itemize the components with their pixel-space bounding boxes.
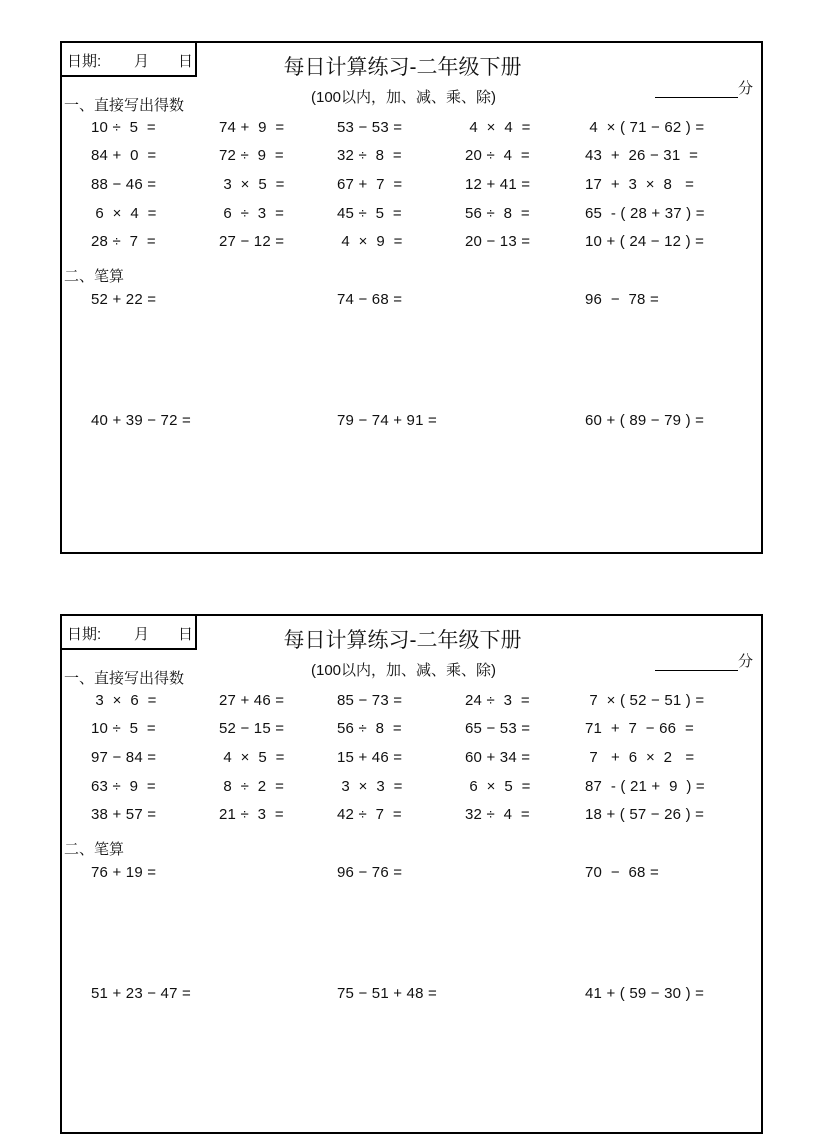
score-blank-line[interactable] (655, 81, 738, 98)
score-blank-line[interactable] (655, 654, 738, 671)
oral-problem: 32 ÷ 4 = (465, 806, 530, 823)
oral-problem: 84 + 0 = (91, 147, 157, 164)
written-problem: 70 − 68 = (585, 864, 659, 881)
oral-problem: 27 − 12 = (219, 233, 285, 250)
written-problem: 60 + ( 89 − 79 ) = (585, 412, 705, 429)
oral-problem: 10 + ( 24 − 12 ) = (585, 233, 705, 250)
day-label: 日 (178, 53, 194, 70)
oral-problem: 38 + 57 = (91, 806, 157, 823)
oral-problem: 21 ÷ 3 = (219, 806, 284, 823)
oral-problem: 6 × 5 = (465, 778, 531, 795)
oral-problem: 88 − 46 = (91, 176, 157, 193)
oral-problem: 4 × 4 = (465, 119, 531, 136)
oral-problem: 6 ÷ 3 = (219, 205, 285, 222)
oral-problem: 72 ÷ 9 = (219, 147, 284, 164)
written-problem: 74 − 68 = (337, 291, 403, 308)
oral-problem: 97 − 84 = (91, 749, 157, 766)
oral-problem: 43 + 26 − 31 = (585, 147, 699, 164)
page-subtitle: (100以内，加、减、乘、除) (310, 89, 497, 106)
section-written-heading: 二、笔算 (64, 841, 125, 858)
day-label: 日 (178, 626, 194, 643)
written-problem: 76 + 19 = (91, 864, 157, 881)
oral-problem: 65 − 53 = (465, 720, 531, 737)
written-problem: 79 − 74 + 91 = (337, 412, 437, 429)
score-field[interactable] (655, 77, 753, 98)
written-problem: 41 + ( 59 − 30 ) = (585, 985, 705, 1002)
oral-problem: 12 + 41 = (465, 176, 531, 193)
oral-problem: 24 ÷ 3 = (465, 692, 530, 709)
oral-problem: 45 ÷ 5 = (337, 205, 402, 222)
page-title: 每日计算练习-二年级下册 (283, 56, 522, 79)
oral-problem: 53 − 53 = (337, 119, 403, 136)
oral-problem: 4 × ( 71 − 62 ) = (585, 119, 705, 136)
oral-problem: 3 × 3 = (337, 778, 403, 795)
month-label: 月 (134, 53, 150, 70)
oral-problem: 52 − 15 = (219, 720, 285, 737)
section-oral-heading: 一、直接写出得数 (64, 670, 185, 687)
score-label: 分 (738, 80, 754, 97)
oral-problem: 65 - ( 28 + 37 ) = (585, 205, 705, 222)
oral-problem: 8 ÷ 2 = (219, 778, 285, 795)
oral-problem: 4 × 9 = (337, 233, 403, 250)
written-problem: 75 − 51 + 48 = (337, 985, 437, 1002)
oral-problem: 17 + 3 × 8 = (585, 176, 695, 193)
oral-problem: 18 + ( 57 − 26 ) = (585, 806, 705, 823)
oral-problem: 32 ÷ 8 = (337, 147, 402, 164)
oral-problem: 3 × 5 = (219, 176, 285, 193)
written-problem: 52 + 22 = (91, 291, 157, 308)
written-problem: 96 − 78 = (585, 291, 659, 308)
date-label: 日期: (67, 626, 102, 643)
oral-problem: 15 + 46 = (337, 749, 403, 766)
oral-problem: 20 − 13 = (465, 233, 531, 250)
oral-problem: 28 ÷ 7 = (91, 233, 156, 250)
written-problem: 40 + 39 − 72 = (91, 412, 191, 429)
oral-problem: 74 + 9 = (219, 119, 285, 136)
oral-problem: 71 + 7 − 66 = (585, 720, 694, 737)
month-label: 月 (134, 626, 150, 643)
page-title: 每日计算练习-二年级下册 (283, 629, 522, 652)
score-label: 分 (738, 653, 754, 670)
oral-problem: 63 ÷ 9 = (91, 778, 156, 795)
oral-problem: 56 ÷ 8 = (337, 720, 402, 737)
oral-problem: 7 × ( 52 − 51 ) = (585, 692, 705, 709)
worksheet-1 (60, 41, 763, 554)
oral-problem: 56 ÷ 8 = (465, 205, 530, 222)
oral-problem: 85 − 73 = (337, 692, 403, 709)
oral-problem: 3 × 6 = (91, 692, 157, 709)
oral-problem: 7 + 6 × 2 = (585, 749, 695, 766)
oral-problem: 10 ÷ 5 = (91, 119, 156, 136)
oral-problem: 27 + 46 = (219, 692, 285, 709)
oral-problem: 87 - ( 21 + 9 ) = (585, 778, 705, 795)
section-written-heading: 二、笔算 (64, 268, 125, 285)
oral-problem: 10 ÷ 5 = (91, 720, 156, 737)
oral-problem: 60 + 34 = (465, 749, 531, 766)
oral-problem: 67 + 7 = (337, 176, 403, 193)
section-oral-heading: 一、直接写出得数 (64, 97, 185, 114)
date-label: 日期: (67, 53, 102, 70)
page-subtitle: (100以内，加、减、乘、除) (310, 662, 497, 679)
written-problem: 51 + 23 − 47 = (91, 985, 191, 1002)
oral-problem: 20 ÷ 4 = (465, 147, 530, 164)
worksheet-2 (60, 614, 763, 1134)
oral-problem: 6 × 4 = (91, 205, 157, 222)
oral-problem: 4 × 5 = (219, 749, 285, 766)
written-problem: 96 − 76 = (337, 864, 403, 881)
oral-problem: 42 ÷ 7 = (337, 806, 402, 823)
score-field[interactable] (655, 650, 753, 671)
